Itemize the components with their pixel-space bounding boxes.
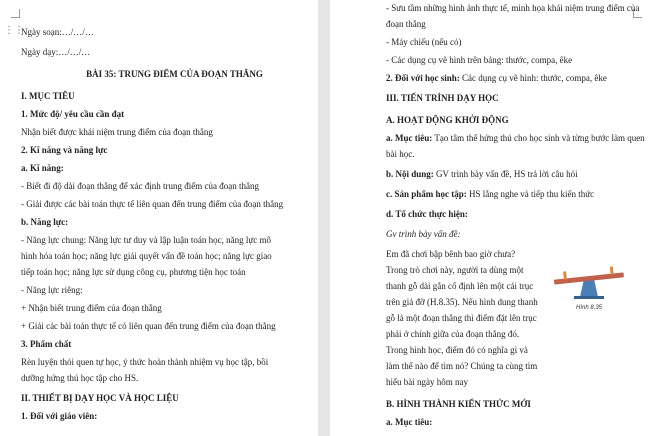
margin-mark-top-left (11, 9, 20, 18)
paragraph-line-3: thanh gỗ dài gắn cố định lên một cái trục (386, 281, 534, 291)
skill-item-2: - Giải được các bài toán thực tế liên quan đến trung điểm của đoạn thẳng (21, 199, 284, 209)
warmup-content-line (386, 168, 634, 180)
qualities-line-1: Rèn luyện thói quen tự học, ý thức hoàn thành nhiệm vụ học tập, bồi (21, 357, 269, 367)
heading-teaching-process: III. TIẾN TRÌNH DẠY HỌC (386, 93, 499, 103)
warmup-content-text: GV trình bày vấn đề, HS trả lời câu hỏi (433, 169, 578, 179)
collect-images-line-2: đoạn thẳng (386, 19, 426, 29)
paragraph-line-2: Trong trò chơi này, người ta dùng một (386, 265, 524, 275)
heading-organization: d. Tổ chức thực hiện: (386, 209, 468, 219)
new-knowledge-objective: a. Mục tiêu: (386, 417, 433, 427)
seesaw-handle-left (563, 271, 567, 279)
paragraph-line-5: gỗ là một đoạn thẳng thì điểm đặt lên trục (386, 313, 537, 323)
heading-objectives: I. MỤC TIÊU (21, 91, 75, 101)
paragraph-line-9: hiểu bài ngày hôm nay (386, 377, 468, 387)
for-students-label: 2. Đối với học sinh: (386, 73, 460, 83)
specific-competence-item-2: + Giải các bài toán thực tế có liên quan đến trung điểm của đoạn thẳng (21, 321, 276, 331)
requirement-text: Nhận biết được khái niệm trung điểm của đoạn thẳng (21, 127, 213, 137)
heading-for-teachers: 1. Đối với giáo viên: (21, 411, 98, 421)
figure-caption: Hình 8.35 (575, 305, 603, 311)
paragraph-line-6: phải ở chính giữa của đoạn thẳng đó. (386, 329, 520, 339)
paragraph-line-1: Em đã chơi bập bênh bao giờ chưa? (386, 249, 516, 259)
warmup-objective-label: a. Mục tiêu: (386, 133, 433, 143)
paragraph-line-8: làm thế nào để tìm nó? Chúng ta cùng tìm (386, 361, 538, 371)
date-taught: Ngày dạy:…/…/… (21, 47, 91, 57)
heading-competences: b. Năng lực: (21, 217, 69, 227)
lesson-title: BÀI 35: TRUNG ĐIỂM CỦA ĐOẠN THẲNG (86, 69, 263, 79)
heading-new-knowledge: B. HÌNH THÀNH KIẾN THỨC MỚI (386, 399, 531, 409)
qualities-line-2: dưỡng hứng thú học tập cho HS. (21, 373, 139, 383)
warmup-product-text: HS lắng nghe và tiếp thu kiến thức (466, 189, 595, 199)
projector-item: - Máy chiếu (nếu có) (386, 37, 462, 47)
heading-equipment: II. THIẾT BỊ DẠY HỌC VÀ HỌC LIỆU (21, 393, 179, 403)
left-page-content (21, 26, 308, 422)
drawing-tools-item: - Các dụng cụ vẽ hình trên bảng: thước, compa, êke (386, 55, 573, 65)
for-students-line (386, 72, 634, 84)
skill-item-1: - Biết đi độ dài đoạn thẳng để xác định trung điểm của đoạn thẳng (21, 181, 259, 191)
seesaw-base (580, 279, 598, 297)
right-page-content (386, 2, 645, 428)
page-gap (318, 0, 330, 436)
paragraph-line-7: Trong hình học, điểm đó có nghĩa gì và (386, 345, 528, 355)
warmup-product-label: c. Sản phẩm học tập: (386, 189, 467, 199)
warmup-objective-text: Tạo tâm thế hứng thú cho học sinh và từng bước làm quen (432, 133, 645, 143)
date-prepared: Ngày soạn:…/…/… (21, 27, 94, 37)
seesaw-base-foot (574, 296, 604, 299)
collect-images-line-1: - Sưu tầm những hình ảnh thực tế, minh họa khái niệm trung điểm của (386, 3, 640, 13)
warmup-objective-line-1 (386, 132, 645, 144)
move-handle-icon[interactable]: ⋮⋮ (4, 25, 24, 36)
document-page-right (330, 0, 650, 436)
seesaw-figure (550, 259, 628, 311)
warmup-product-line (386, 188, 634, 200)
document-page-left (0, 0, 318, 436)
teacher-presents-problem: Gv trình bày vấn đề: (386, 229, 461, 239)
heading-skills-competences: 2. Kĩ năng và năng lực (21, 145, 108, 155)
heading-requirement-level: 1. Mức độ/ yêu cầu cần đạt (21, 109, 125, 119)
specific-competence-item-1: + Nhận biết trung điểm của đoạn thẳng (21, 303, 162, 313)
heading-warmup-activity: A. HOẠT ĐỘNG KHỞI ĐỘNG (386, 115, 509, 125)
warmup-objective-line-2: bài học. (386, 149, 415, 159)
general-competence-line-1: - Năng lực chung: Năng lực tư duy và lập luận toán học, năng lực mô (21, 235, 271, 245)
seesaw-handle-right (610, 266, 614, 274)
paragraph-line-4: trên giá đỡ (H.8.35). Nếu hình dung thanh (386, 297, 538, 307)
general-competence-line-2: hình hóa toán học; năng lực giải quyết vấn đề toán học; năng lực giao (21, 251, 272, 261)
heading-skills: a. Kĩ năng: (21, 163, 64, 173)
for-students-text: Các dụng cụ vẽ hình: thước, compa, êke (459, 73, 607, 83)
specific-competence-label: - Năng lực riêng: (21, 285, 83, 295)
general-competence-line-3: tiếp toán học; năng lực sử dụng công cụ, phương tiện học toán (21, 267, 246, 277)
warmup-content-label: b. Nội dung: (386, 169, 434, 179)
heading-qualities: 3. Phẩm chất (21, 339, 72, 349)
seesaw-illustration (550, 259, 628, 303)
seesaw-paragraph (386, 248, 558, 388)
